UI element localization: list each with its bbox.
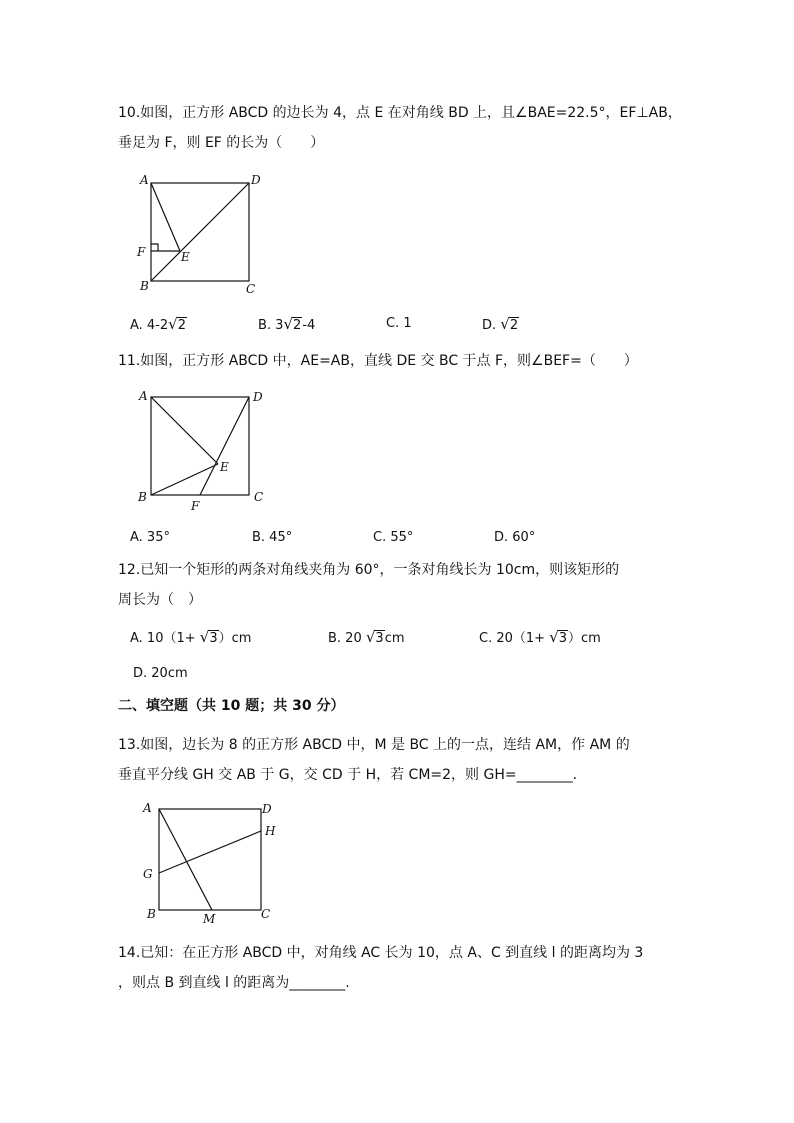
q11-segment-ae <box>151 397 218 464</box>
sqrt-symbol: √3 <box>365 628 384 646</box>
q13-square <box>159 809 261 910</box>
q10-text-line1: 10.如图，正方形 ABCD 的边长为 4，点 E 在对角线 BD 上，且∠BAE=22.5°，EF⊥AB， <box>118 105 682 121</box>
q13-label-g: G <box>143 867 153 881</box>
q10-diagonal-bd <box>151 183 249 281</box>
q12-option-c[interactable] <box>479 627 601 649</box>
q12-option-b-radicand: 3 <box>375 631 384 646</box>
q10-right-angle-mark <box>151 244 158 251</box>
q11-label-f: F <box>191 499 200 513</box>
q10-option-d-radicand: 2 <box>509 318 519 333</box>
q11-label-d: D <box>253 390 263 404</box>
q10-option-b-prefix: B. 3 <box>258 318 284 333</box>
q12-option-c-suffix: ）cm <box>568 631 601 646</box>
q11-line-df <box>200 397 249 495</box>
q12-text-line1: 12.已知一个矩形的两条对角线夹角为 60°，一条对角线长为 10cm，则该矩形的 <box>118 562 620 578</box>
q13-text-line2: 垂直平分线 GH 交 AB 于 G，交 CD 于 H，若 CM=2，则 GH=________． <box>118 767 587 783</box>
q10-figure <box>130 170 270 300</box>
q11-option-a[interactable]: A. 35° <box>130 530 170 545</box>
q14-text-line2: ，则点 B 到直线 l 的距离为________. <box>118 975 350 991</box>
q11-option-b[interactable]: B. 45° <box>252 530 293 545</box>
q10-label-f: F <box>137 245 146 259</box>
q12-option-a[interactable] <box>130 627 251 649</box>
q10-label-e: E <box>181 250 190 264</box>
q13-label-b: B <box>147 907 156 921</box>
sqrt-symbol: √2 <box>283 315 302 333</box>
q14-text-line1: 14.已知：在正方形 ABCD 中，对角线 AC 长为 10，点 A、C 到直线 l 的距离均为 3 <box>118 945 644 961</box>
q11-figure <box>130 385 280 515</box>
q10-label-b: B <box>140 279 149 293</box>
q12-option-c-prefix: C. 20（1+ <box>479 631 550 646</box>
q10-option-b-suffix: -4 <box>302 318 316 333</box>
q12-option-d[interactable]: D. 20cm <box>133 666 188 681</box>
q10-option-c[interactable]: C. 1 <box>386 316 412 331</box>
sqrt-symbol: √3 <box>199 628 218 646</box>
q12-option-b-prefix: B. 20 <box>328 631 366 646</box>
q12-option-b-suffix: cm <box>384 631 405 646</box>
section-heading-fill-in: 二、填空题（共 10 题；共 30 分） <box>118 698 345 714</box>
q10-text-line2: 垂足为 F，则 EF 的长为（ ） <box>118 135 325 151</box>
q10-option-a-prefix: A. 4-2 <box>130 318 169 333</box>
q10-label-a: A <box>140 173 149 187</box>
q10-option-b-radicand: 2 <box>293 318 302 333</box>
q11-label-a: A <box>139 389 148 403</box>
q10-option-d[interactable] <box>482 314 519 336</box>
q10-label-d: D <box>251 173 261 187</box>
q10-option-d-prefix: D. <box>482 318 501 333</box>
q10-label-c: C <box>246 282 256 296</box>
q11-option-c[interactable]: C. 55° <box>373 530 414 545</box>
q13-text-line1: 13.如图，边长为 8 的正方形 ABCD 中，M 是 BC 上的一点，连结 AM，作 AM 的 <box>118 737 630 753</box>
q13-label-a: A <box>143 801 152 815</box>
q13-label-h: H <box>265 824 276 838</box>
q12-option-a-prefix: A. 10（1+ <box>130 631 200 646</box>
q10-option-b[interactable] <box>258 314 315 336</box>
q12-text-line2: 周长为（ ） <box>118 592 202 608</box>
q12-option-a-radicand: 3 <box>209 631 218 646</box>
q11-text-line1: 11.如图，正方形 ABCD 中，AE=AB，直线 DE 交 BC 于点 F，则∠BEF=（ ） <box>118 353 638 369</box>
q13-segment-am <box>159 809 212 910</box>
q13-label-d: D <box>262 802 272 816</box>
q12-option-c-radicand: 3 <box>558 631 568 646</box>
q11-label-e: E <box>220 460 229 474</box>
sqrt-symbol: √2 <box>168 315 187 333</box>
q10-option-a[interactable] <box>130 314 187 336</box>
q11-option-d[interactable]: D. 60° <box>494 530 536 545</box>
q11-label-b: B <box>138 490 147 504</box>
q12-option-b[interactable] <box>328 627 405 649</box>
q12-option-a-suffix: ）cm <box>218 631 252 646</box>
sqrt-symbol: √3 <box>549 628 568 646</box>
q10-segment-ae <box>151 183 180 251</box>
q13-label-m: M <box>203 912 216 926</box>
q10-option-a-radicand: 2 <box>177 318 187 333</box>
q13-figure <box>130 798 290 928</box>
q13-label-c: C <box>261 907 271 921</box>
sqrt-symbol: √2 <box>500 315 519 333</box>
q11-label-c: C <box>254 490 264 504</box>
